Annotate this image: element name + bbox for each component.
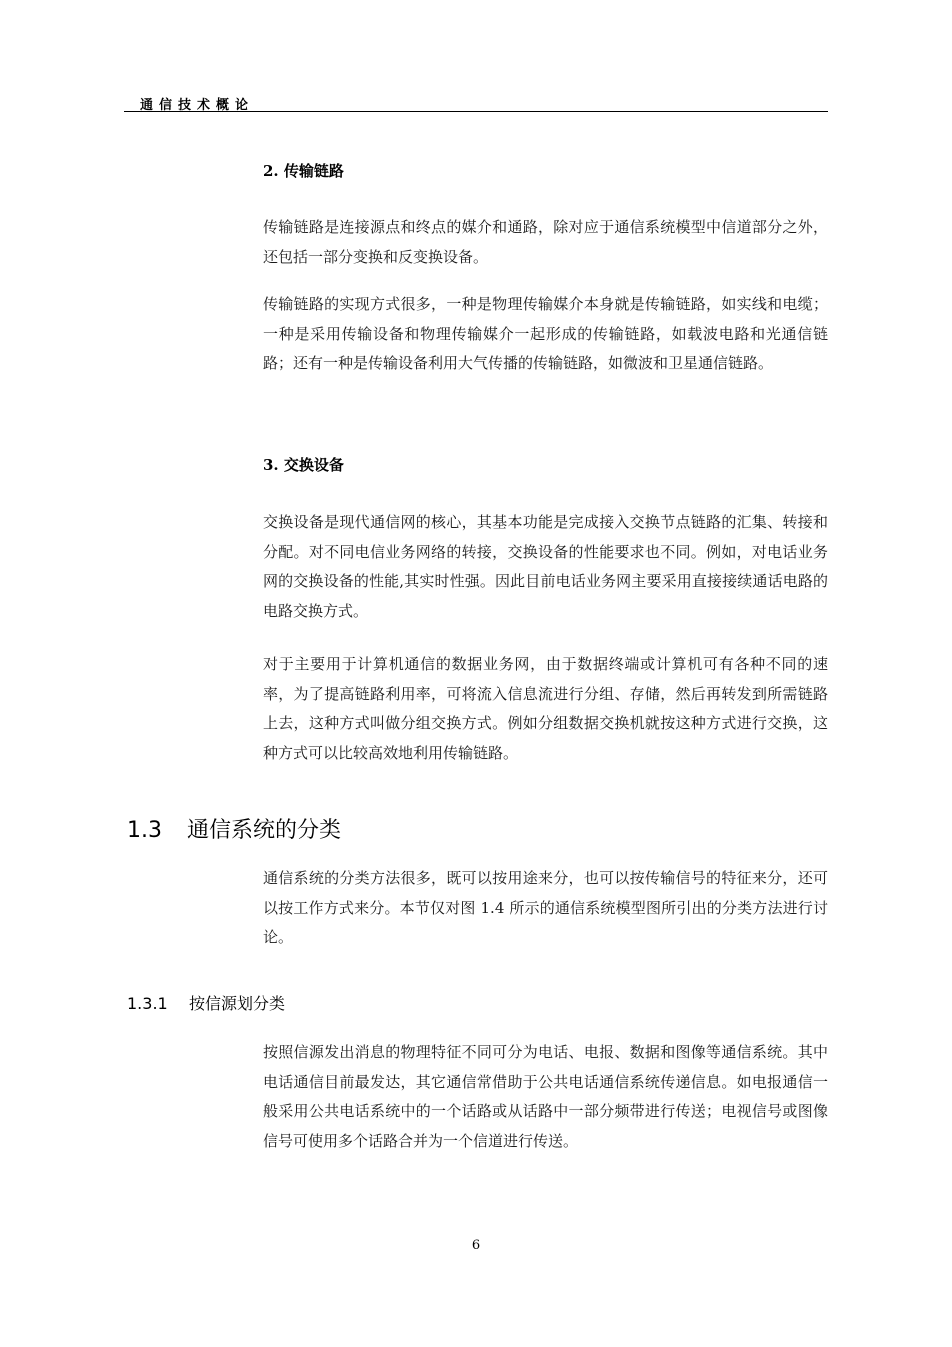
subsection-title-text: 按信源划分类 (189, 994, 286, 1013)
section-title-classification (127, 813, 341, 844)
section-number: 1.3 (127, 818, 162, 843)
paragraph-classification: 通信系统的分类方法很多，既可以按用途来分，也可以按传输信号的特征来分，还可以按工作方式来分。本节仅对图 1.4 所示的通信系统模型图所引出的分类方法进行讨论。 (263, 869, 828, 946)
subsection-title-by-source (127, 991, 285, 1014)
heading-switching-equipment: 3. 交换设备 (263, 456, 344, 474)
running-header: 通信技术概论 (140, 98, 255, 113)
heading-transmission-link: 2. 传输链路 (263, 162, 344, 180)
paragraph-switching-1: 交换设备是现代通信网的核心，其基本功能是完成接入交换节点链路的汇集、转接和分配。对不同电信业务网络的转接，交换设备的性能要求也不同。例如，对电话业务网的交换设备的性能,其实时性强。因此目前电话业务网主要采用直接接续通话电路的电路交换方式。 (263, 513, 828, 620)
paragraph-by-source: 按照信源发出消息的物理特征不同可分为电话、电报、数据和图像等通信系统。其中电话通信目前最发达，其它通信常借助于公共电话通信系统传递信息。如电报通信一般采用公共电话系统中的一个话路或从话路中一部分频带进行传送；电视信号或图像信号可使用多个话路合并为一个信道进行传送。 (263, 1043, 828, 1150)
subsection-number: 1.3.1 (127, 994, 168, 1013)
header-rule (124, 111, 828, 112)
page-number: 6 (471, 1238, 481, 1253)
section-title-text: 通信系统的分类 (187, 818, 342, 843)
paragraph-transmission-link-2: 传输链路的实现方式很多，一种是物理传输媒介本身就是传输链路，如实线和电缆；一种是采用传输设备和物理传输媒介一起形成的传输链路，如载波电路和光通信链路；还有一种是传输设备利用大气传播的传输链路，如微波和卫星通信链路。 (263, 295, 828, 372)
paragraph-transmission-link-1: 传输链路是连接源点和终点的媒介和通路，除对应于通信系统模型中信道部分之外，还包括一部分变换和反变换设备。 (263, 218, 828, 266)
paragraph-switching-2: 对于主要用于计算机通信的数据业务网，由于数据终端或计算机可有各种不同的速率，为了提高链路利用率，可将流入信息流进行分组、存储，然后再转发到所需链路上去，这种方式叫做分组交换方式。例如分组数据交换机就按这种方式进行交换，这种方式可以比较高效地利用传输链路。 (263, 655, 828, 762)
